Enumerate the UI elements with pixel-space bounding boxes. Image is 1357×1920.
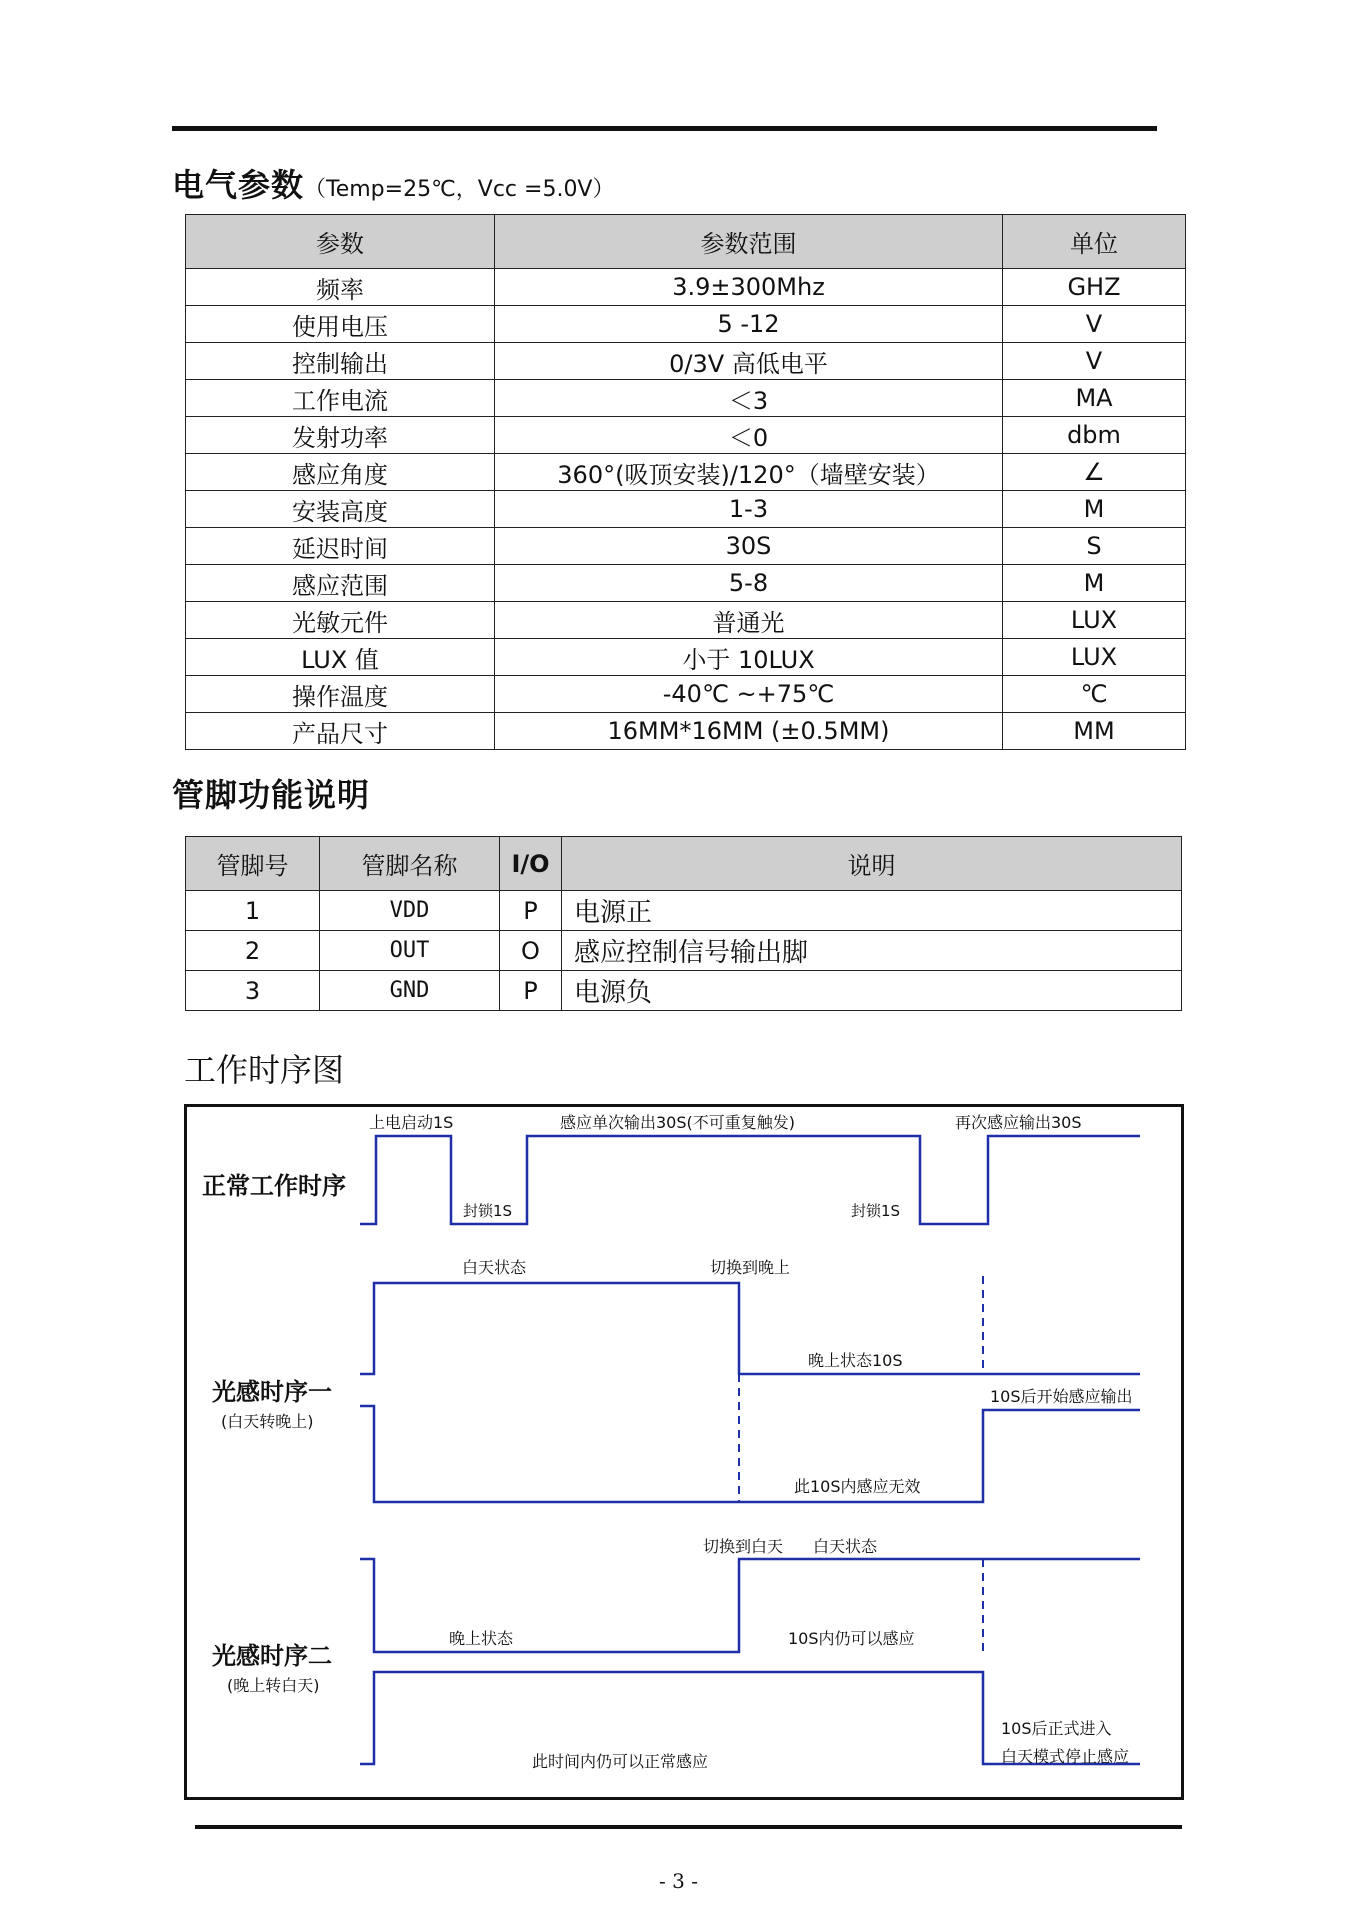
pin-desc-cell: 电源负 xyxy=(562,971,1182,1011)
light1-timing-label: 光感时序一 xyxy=(212,1378,332,1406)
pin-function-table xyxy=(185,836,1182,1011)
note-lock1: 封锁1S xyxy=(463,1202,513,1220)
pin-number-cell: 2 xyxy=(186,931,320,971)
pin-function-title: 管脚功能说明 xyxy=(172,776,371,814)
column-header: 单位 xyxy=(1003,215,1186,269)
bottom-rule xyxy=(195,1825,1182,1829)
table-row xyxy=(186,528,1186,565)
param-range-cell: 360°(吸顶安装)/120°（墙壁安装） xyxy=(495,454,1003,491)
param-unit-cell: M xyxy=(1003,565,1186,602)
table-row xyxy=(186,454,1186,491)
param-name-cell: 使用电压 xyxy=(186,306,495,343)
param-unit-cell: V xyxy=(1003,306,1186,343)
table-row xyxy=(186,891,1182,931)
note-after-10s-2: 白天模式停止感应 xyxy=(1001,1747,1130,1766)
param-range-cell: 16MM*16MM (±0.5MM) xyxy=(495,713,1003,750)
column-header: 说明 xyxy=(562,837,1182,891)
param-range-cell: 1-3 xyxy=(495,491,1003,528)
param-unit-cell: ℃ xyxy=(1003,676,1186,713)
param-range-cell: 5 -12 xyxy=(495,306,1003,343)
note-after-10s-1: 10S后正式进入 xyxy=(1001,1719,1112,1738)
param-unit-cell: S xyxy=(1003,528,1186,565)
pin-name-cell: VDD xyxy=(320,891,500,931)
light2-timing-sub: (晚上转白天) xyxy=(227,1676,320,1695)
top-rule xyxy=(172,126,1157,131)
note-lock2: 封锁1S xyxy=(851,1202,901,1220)
diagram-frame xyxy=(186,1106,1183,1799)
param-name-cell: 工作电流 xyxy=(186,380,495,417)
param-range-cell: 小于 10LUX xyxy=(495,639,1003,676)
param-unit-cell: ∠ xyxy=(1003,454,1186,491)
note-night-10s: 晚上状态10S xyxy=(808,1351,903,1370)
param-range-cell: -40℃ ~+75℃ xyxy=(495,676,1003,713)
pin-number-cell: 3 xyxy=(186,971,320,1011)
pin-number-cell: 1 xyxy=(186,891,320,931)
normal-timing-label: 正常工作时序 xyxy=(202,1172,346,1200)
table-row xyxy=(186,269,1186,306)
pin-io-cell: P xyxy=(500,971,562,1011)
elec-params-table xyxy=(185,214,1186,750)
column-header: 管脚名称 xyxy=(320,837,500,891)
param-range-cell: 5-8 xyxy=(495,565,1003,602)
param-unit-cell: MA xyxy=(1003,380,1186,417)
table-row xyxy=(186,417,1186,454)
param-name-cell: 产品尺寸 xyxy=(186,713,495,750)
table-row xyxy=(186,676,1186,713)
light1-timing-sub: (白天转晚上) xyxy=(221,1412,314,1431)
param-name-cell: 频率 xyxy=(186,269,495,306)
note-normal-sense: 此时间内仍可以正常感应 xyxy=(532,1752,709,1771)
note-day-state-2: 白天状态 xyxy=(813,1537,878,1556)
table-row xyxy=(186,639,1186,676)
param-name-cell: 感应角度 xyxy=(186,454,495,491)
pin-io-cell: O xyxy=(500,931,562,971)
param-name-cell: LUX 值 xyxy=(186,639,495,676)
note-night-state: 晚上状态 xyxy=(449,1629,514,1648)
light2-timing-label: 光感时序二 xyxy=(212,1642,332,1670)
param-range-cell: ＜3 xyxy=(495,380,1003,417)
table-row xyxy=(186,343,1186,380)
param-range-cell: 30S xyxy=(495,528,1003,565)
note-still-sense: 10S内仍可以感应 xyxy=(788,1629,915,1648)
table-row xyxy=(186,491,1186,528)
note-switch-day: 切换到白天 xyxy=(703,1537,784,1556)
table-row xyxy=(186,971,1182,1011)
column-header: 参数 xyxy=(186,215,495,269)
table-header-row xyxy=(186,215,1186,269)
table-header-row xyxy=(186,837,1182,891)
table-row xyxy=(186,380,1186,417)
table-row xyxy=(186,931,1182,971)
param-unit-cell: LUX xyxy=(1003,639,1186,676)
elec-params-title: 电气参数 xyxy=(172,166,305,204)
param-range-cell: 3.9±300Mhz xyxy=(495,269,1003,306)
table-row xyxy=(186,306,1186,343)
elec-params-heading xyxy=(172,160,615,206)
column-header: 参数范围 xyxy=(495,215,1003,269)
param-unit-cell: V xyxy=(1003,343,1186,380)
light1-bottom-waveform xyxy=(360,1406,1140,1502)
param-range-cell: 0/3V 高低电平 xyxy=(495,343,1003,380)
note-after-10s: 10S后开始感应输出 xyxy=(990,1387,1133,1406)
table-row xyxy=(186,565,1186,602)
timing-diagram-heading: 工作时序图 xyxy=(184,1051,345,1089)
pin-io-cell: P xyxy=(500,891,562,931)
param-name-cell: 控制输出 xyxy=(186,343,495,380)
param-name-cell: 安装高度 xyxy=(186,491,495,528)
param-name-cell: 感应范围 xyxy=(186,565,495,602)
param-range-cell: 普通光 xyxy=(495,602,1003,639)
param-name-cell: 延迟时间 xyxy=(186,528,495,565)
param-name-cell: 操作温度 xyxy=(186,676,495,713)
pin-desc-cell: 电源正 xyxy=(562,891,1182,931)
param-name-cell: 发射功率 xyxy=(186,417,495,454)
column-header: 管脚号 xyxy=(186,837,320,891)
table-row xyxy=(186,602,1186,639)
param-unit-cell: MM xyxy=(1003,713,1186,750)
note-switch-night: 切换到晚上 xyxy=(710,1258,791,1277)
note-invalid: 此10S内感应无效 xyxy=(794,1477,921,1496)
note-day-state: 白天状态 xyxy=(462,1258,527,1277)
note-again: 再次感应输出30S xyxy=(955,1113,1082,1132)
param-unit-cell: dbm xyxy=(1003,417,1186,454)
param-unit-cell: GHZ xyxy=(1003,269,1186,306)
pin-name-cell: GND xyxy=(320,971,500,1011)
pin-name-cell: OUT xyxy=(320,931,500,971)
elec-params-subtitle: （Temp=25℃，Vcc =5.0V） xyxy=(304,177,615,202)
pin-function-heading xyxy=(172,770,370,816)
param-unit-cell: M xyxy=(1003,491,1186,528)
timing-diagram xyxy=(184,1104,1184,1800)
note-startup: 上电启动1S xyxy=(369,1113,454,1132)
page-number: - 3 - xyxy=(659,1869,698,1893)
column-header: I/O xyxy=(500,837,562,891)
table-row xyxy=(186,713,1186,750)
param-name-cell: 光敏元件 xyxy=(186,602,495,639)
param-range-cell: ＜0 xyxy=(495,417,1003,454)
pin-desc-cell: 感应控制信号输出脚 xyxy=(562,931,1182,971)
param-unit-cell: LUX xyxy=(1003,602,1186,639)
light1-top-waveform xyxy=(360,1283,1140,1374)
note-output: 感应单次输出30S(不可重复触发) xyxy=(560,1113,796,1132)
